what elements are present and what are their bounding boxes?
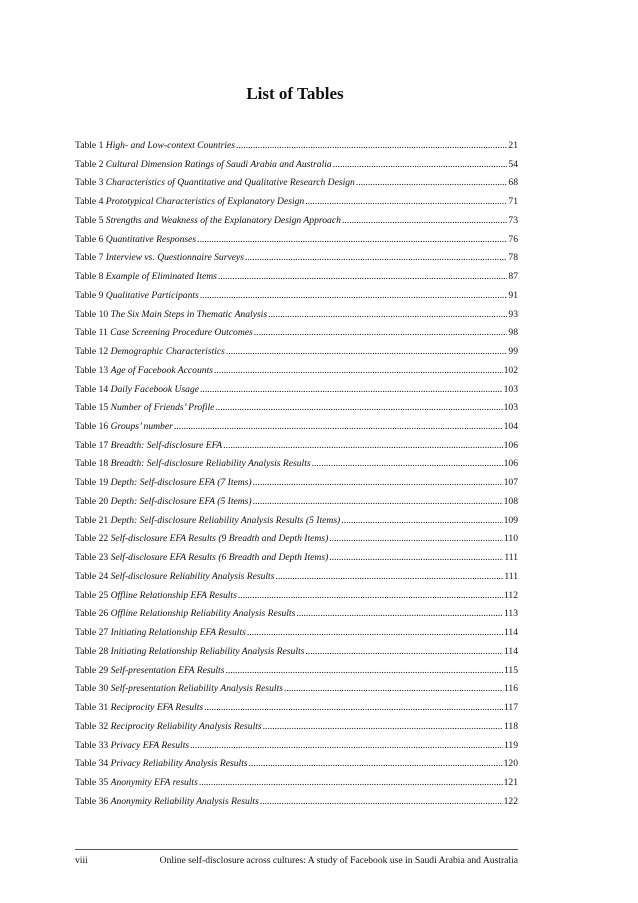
table-title: Strengths and Weakness of the Explanatory Design Approach [105, 214, 341, 226]
page-number: 73 [508, 214, 518, 226]
toc-entry[interactable] [75, 533, 518, 552]
toc-entry-label [75, 271, 217, 283]
dot-leader [238, 590, 503, 602]
table-number: Table 31 [75, 702, 109, 714]
toc-entry[interactable] [75, 384, 518, 403]
table-title: Self-presentation Reliability Analysis Results [110, 683, 283, 695]
toc-entry[interactable] [75, 552, 518, 571]
table-title: Offline Relationship EFA Results [110, 589, 237, 601]
dot-leader [263, 721, 503, 733]
table-title: Demographic Characteristics [110, 346, 225, 358]
toc-entry-label [75, 608, 295, 620]
toc-entry[interactable] [75, 421, 518, 440]
table-number: Table 22 [75, 533, 109, 545]
table-title: Depth: Self-disclosure EFA (7 Items) [110, 477, 252, 489]
page-number: 109 [503, 514, 518, 526]
toc-entry[interactable] [75, 740, 518, 759]
page-number: 117 [503, 702, 518, 714]
toc-entry-label [75, 196, 304, 208]
toc-entry[interactable] [75, 477, 518, 496]
toc-entry-label [75, 327, 253, 339]
dot-leader [226, 346, 508, 358]
page-number: 115 [503, 664, 518, 676]
table-title: Initiating Relationship EFA Results [110, 627, 246, 639]
dot-leader [197, 234, 507, 246]
table-title: Number of Friends’ Profile [110, 402, 215, 414]
table-number: Table 24 [75, 570, 109, 582]
dot-leader [190, 740, 503, 752]
toc-entry[interactable] [75, 796, 518, 815]
dot-leader [225, 665, 503, 677]
page-number: 107 [503, 477, 518, 489]
page-number: 106 [503, 439, 518, 451]
page-number: 91 [508, 289, 518, 301]
page-number: 110 [503, 533, 518, 545]
dot-leader [342, 215, 508, 227]
toc-entry[interactable] [75, 196, 518, 215]
toc-entry-label [75, 515, 340, 527]
toc-entry[interactable] [75, 777, 518, 796]
table-title: Cultural Dimension Ratings of Saudi Arabia and Australia [105, 158, 332, 170]
dot-leader [356, 177, 508, 189]
dot-leader [249, 758, 503, 770]
toc-entry[interactable] [75, 327, 518, 346]
table-title: Self-disclosure EFA Results (9 Breadth and Depth Items) [110, 533, 329, 545]
dot-leader [245, 252, 507, 264]
page-number: 103 [503, 402, 518, 414]
toc-entry-label [75, 252, 244, 264]
dot-leader [218, 271, 508, 283]
toc-entry[interactable] [75, 290, 518, 309]
page-number: 122 [503, 795, 518, 807]
toc-entry-label [75, 796, 259, 808]
toc-entry[interactable] [75, 215, 518, 234]
dot-leader [200, 290, 508, 302]
toc-entry-label [75, 571, 274, 583]
table-title: Anonymity EFA results [110, 776, 198, 788]
table-number: Table 1 [75, 140, 104, 151]
toc-entry[interactable] [75, 496, 518, 515]
toc-entry-label [75, 346, 225, 358]
toc-entry-label [75, 590, 237, 602]
table-title: Daily Facebook Usage [110, 383, 200, 395]
page-number: 114 [503, 627, 518, 639]
table-title: Self-disclosure EFA Results (6 Breadth and Depth Items) [110, 552, 329, 564]
table-number: Table 20 [75, 495, 109, 507]
toc-entry-label [75, 740, 189, 752]
table-title: Reciprocity EFA Results [110, 702, 204, 714]
table-number: Table 2 [75, 158, 104, 170]
toc-entry-label [75, 458, 311, 470]
toc-entry-label [75, 552, 328, 564]
table-title: Age of Facebook Accounts [110, 364, 213, 376]
table-number: Table 25 [75, 589, 109, 601]
dot-leader [253, 496, 503, 508]
dot-leader [305, 646, 503, 658]
page-number: 99 [508, 346, 518, 358]
toc-entry-label [75, 384, 199, 396]
page-number: 68 [508, 177, 518, 189]
dot-leader [260, 796, 503, 808]
table-number: Table 23 [75, 552, 109, 564]
table-title: Case Screening Procedure Outcomes [110, 327, 253, 339]
toc-entry-label [75, 290, 199, 302]
toc-entry[interactable] [75, 646, 518, 665]
toc-entry[interactable] [75, 346, 518, 365]
dot-leader [268, 309, 507, 321]
table-number: Table 17 [75, 439, 109, 451]
toc-entry[interactable] [75, 159, 518, 178]
table-title: Groups’ number [110, 421, 173, 433]
toc-entry[interactable] [75, 758, 518, 777]
toc-entry[interactable] [75, 234, 518, 253]
page-number: 71 [508, 196, 518, 208]
toc-entry[interactable] [75, 177, 518, 196]
toc-entry-label [75, 402, 214, 414]
dot-leader [204, 702, 503, 714]
toc-entry[interactable] [75, 721, 518, 740]
toc-entry[interactable] [75, 309, 518, 328]
table-number: Table 10 [75, 308, 109, 320]
dot-leader [214, 365, 503, 377]
toc-entry[interactable] [75, 458, 518, 477]
table-title: Example of Eliminated Items [105, 271, 217, 283]
page-number: 98 [508, 327, 518, 339]
table-title: Qualitative Participants [105, 289, 199, 301]
table-number: Table 27 [75, 627, 109, 639]
page-number: 93 [508, 308, 518, 320]
table-title: Anonymity Reliability Analysis Results [110, 795, 259, 807]
dot-leader [296, 608, 503, 620]
toc-entry-label [75, 309, 267, 321]
page-number: 104 [503, 421, 518, 433]
table-title: Privacy EFA Results [110, 739, 190, 751]
toc-entry-label [75, 646, 304, 658]
table-number: Table 5 [75, 214, 104, 226]
page-number: 78 [508, 252, 518, 264]
table-title: Depth: Self-disclosure Reliability Analysis Results (5 Items) [110, 514, 341, 526]
table-title: Privacy Reliability Analysis Results [110, 758, 248, 770]
list-of-tables [75, 140, 518, 814]
table-number: Table 8 [75, 271, 104, 283]
table-number: Table 28 [75, 645, 109, 657]
page-number: 87 [508, 271, 518, 283]
toc-entry-label [75, 721, 262, 733]
table-title: Self-presentation EFA Results [110, 664, 225, 676]
dot-leader [254, 327, 508, 339]
table-number: Table 14 [75, 383, 109, 395]
toc-entry[interactable] [75, 608, 518, 627]
table-title: Prototypical Characteristics of Explanatory Design [105, 196, 305, 208]
page-number: 114 [503, 645, 518, 657]
table-number: Table 30 [75, 683, 109, 695]
table-title: Depth: Self-disclosure EFA (5 Items) [110, 495, 252, 507]
dot-leader [341, 515, 502, 527]
table-number: Table 33 [75, 739, 109, 751]
toc-entry-label [75, 683, 283, 695]
toc-entry-label [75, 496, 252, 508]
page-footer [75, 855, 518, 866]
dot-leader [253, 477, 503, 489]
toc-entry[interactable] [75, 515, 518, 534]
table-number: Table 7 [75, 252, 104, 264]
table-title: Reciprocity Reliability Analysis Results [110, 720, 262, 732]
dot-leader [275, 571, 503, 583]
toc-entry-label [75, 533, 328, 545]
page-number: 116 [503, 683, 518, 695]
table-title: Characteristics of Quantitative and Qualitative Research Design [105, 177, 355, 189]
page-number: 103 [503, 383, 518, 395]
table-number: Table 21 [75, 514, 109, 526]
toc-entry-label [75, 159, 332, 171]
dot-leader [174, 421, 503, 433]
toc-entry-label [75, 777, 198, 789]
page-number: 76 [508, 233, 518, 245]
toc-entry-label [75, 440, 222, 452]
toc-entry-label [75, 665, 224, 677]
table-number: Table 36 [75, 795, 109, 807]
footer-running-title: Online self-disclosure across cultures: A study of Facebook use in Saudi Arabia and Australia [159, 855, 518, 866]
footer-divider [75, 849, 518, 850]
table-title: Breadth: Self-disclosure EFA [110, 439, 223, 451]
dot-leader [236, 140, 507, 152]
dot-leader [305, 196, 507, 208]
toc-entry-label [75, 177, 355, 189]
table-number: Table 26 [75, 608, 109, 620]
page-number: 102 [503, 364, 518, 376]
page-number: 120 [503, 758, 518, 770]
dot-leader [329, 552, 503, 564]
table-number: Table 9 [75, 289, 104, 301]
toc-entry[interactable] [75, 402, 518, 421]
toc-entry-label [75, 627, 246, 639]
toc-entry-label [75, 421, 173, 433]
toc-entry[interactable] [75, 571, 518, 590]
dot-leader [247, 627, 503, 639]
page-number: 119 [503, 739, 518, 751]
page-number: 121 [503, 776, 518, 788]
table-title: The Six Main Steps in Thematic Analysis [110, 308, 268, 320]
table-number: Table 11 [75, 327, 108, 339]
toc-entry[interactable] [75, 365, 518, 384]
toc-entry[interactable] [75, 590, 518, 609]
table-title: Offline Relationship Reliability Analysis Results [110, 608, 296, 620]
table-number: Table 16 [75, 421, 109, 433]
table-title: Self-disclosure Reliability Analysis Results [110, 570, 275, 582]
table-number: Table 32 [75, 720, 109, 732]
page-number: 108 [503, 495, 518, 507]
table-title: Breadth: Self-disclosure Reliability Analysis Results [110, 458, 311, 470]
table-title: Quantitative Responses [105, 233, 197, 245]
dot-leader [312, 458, 503, 470]
toc-entry[interactable] [75, 665, 518, 684]
toc-entry-label [75, 702, 203, 714]
table-title: Initiating Relationship Reliability Analysis Results [110, 645, 305, 657]
table-number: Table 6 [75, 233, 104, 245]
table-number: Table 12 [75, 346, 109, 358]
page-number: 118 [503, 720, 518, 732]
table-number: Table 35 [75, 776, 109, 788]
toc-entry-label [75, 758, 248, 770]
page-number: 111 [504, 552, 518, 564]
page-number: 54 [508, 158, 518, 170]
table-number: Table 29 [75, 664, 109, 676]
dot-leader [284, 683, 503, 695]
footer-page-number: viii [75, 855, 88, 866]
dot-leader [223, 440, 502, 452]
page-number: 106 [503, 458, 518, 470]
dot-leader [199, 777, 503, 789]
toc-entry[interactable] [75, 627, 518, 646]
toc-entry-label [75, 365, 213, 377]
page-number: 113 [503, 608, 518, 620]
table-number: Table 4 [75, 196, 104, 208]
table-number: Table 18 [75, 458, 109, 470]
page-number: 111 [504, 570, 518, 582]
table-number: Table 13 [75, 364, 109, 376]
toc-entry-label [75, 140, 235, 152]
toc-entry[interactable] [75, 440, 518, 459]
dot-leader [329, 533, 503, 545]
toc-entry-label [75, 234, 196, 246]
page-title: List of Tables [246, 84, 344, 103]
toc-entry-label [75, 477, 252, 489]
toc-entry[interactable] [75, 271, 518, 290]
dot-leader [215, 402, 502, 414]
dot-leader [333, 159, 508, 171]
page-number: 112 [503, 589, 518, 601]
toc-entry[interactable] [75, 683, 518, 702]
toc-entry[interactable] [75, 252, 518, 271]
toc-entry[interactable] [75, 140, 518, 159]
table-number: Table 19 [75, 477, 109, 489]
table-title: High- and Low-context Countries [105, 140, 236, 151]
table-title: Interview vs. Questionnaire Surveys [105, 252, 244, 264]
table-number: Table 3 [75, 177, 104, 189]
page-number: 21 [508, 140, 518, 151]
table-number: Table 15 [75, 402, 109, 414]
toc-entry-label [75, 215, 341, 227]
table-number: Table 34 [75, 758, 109, 770]
dot-leader [200, 384, 503, 396]
toc-entry[interactable] [75, 702, 518, 721]
